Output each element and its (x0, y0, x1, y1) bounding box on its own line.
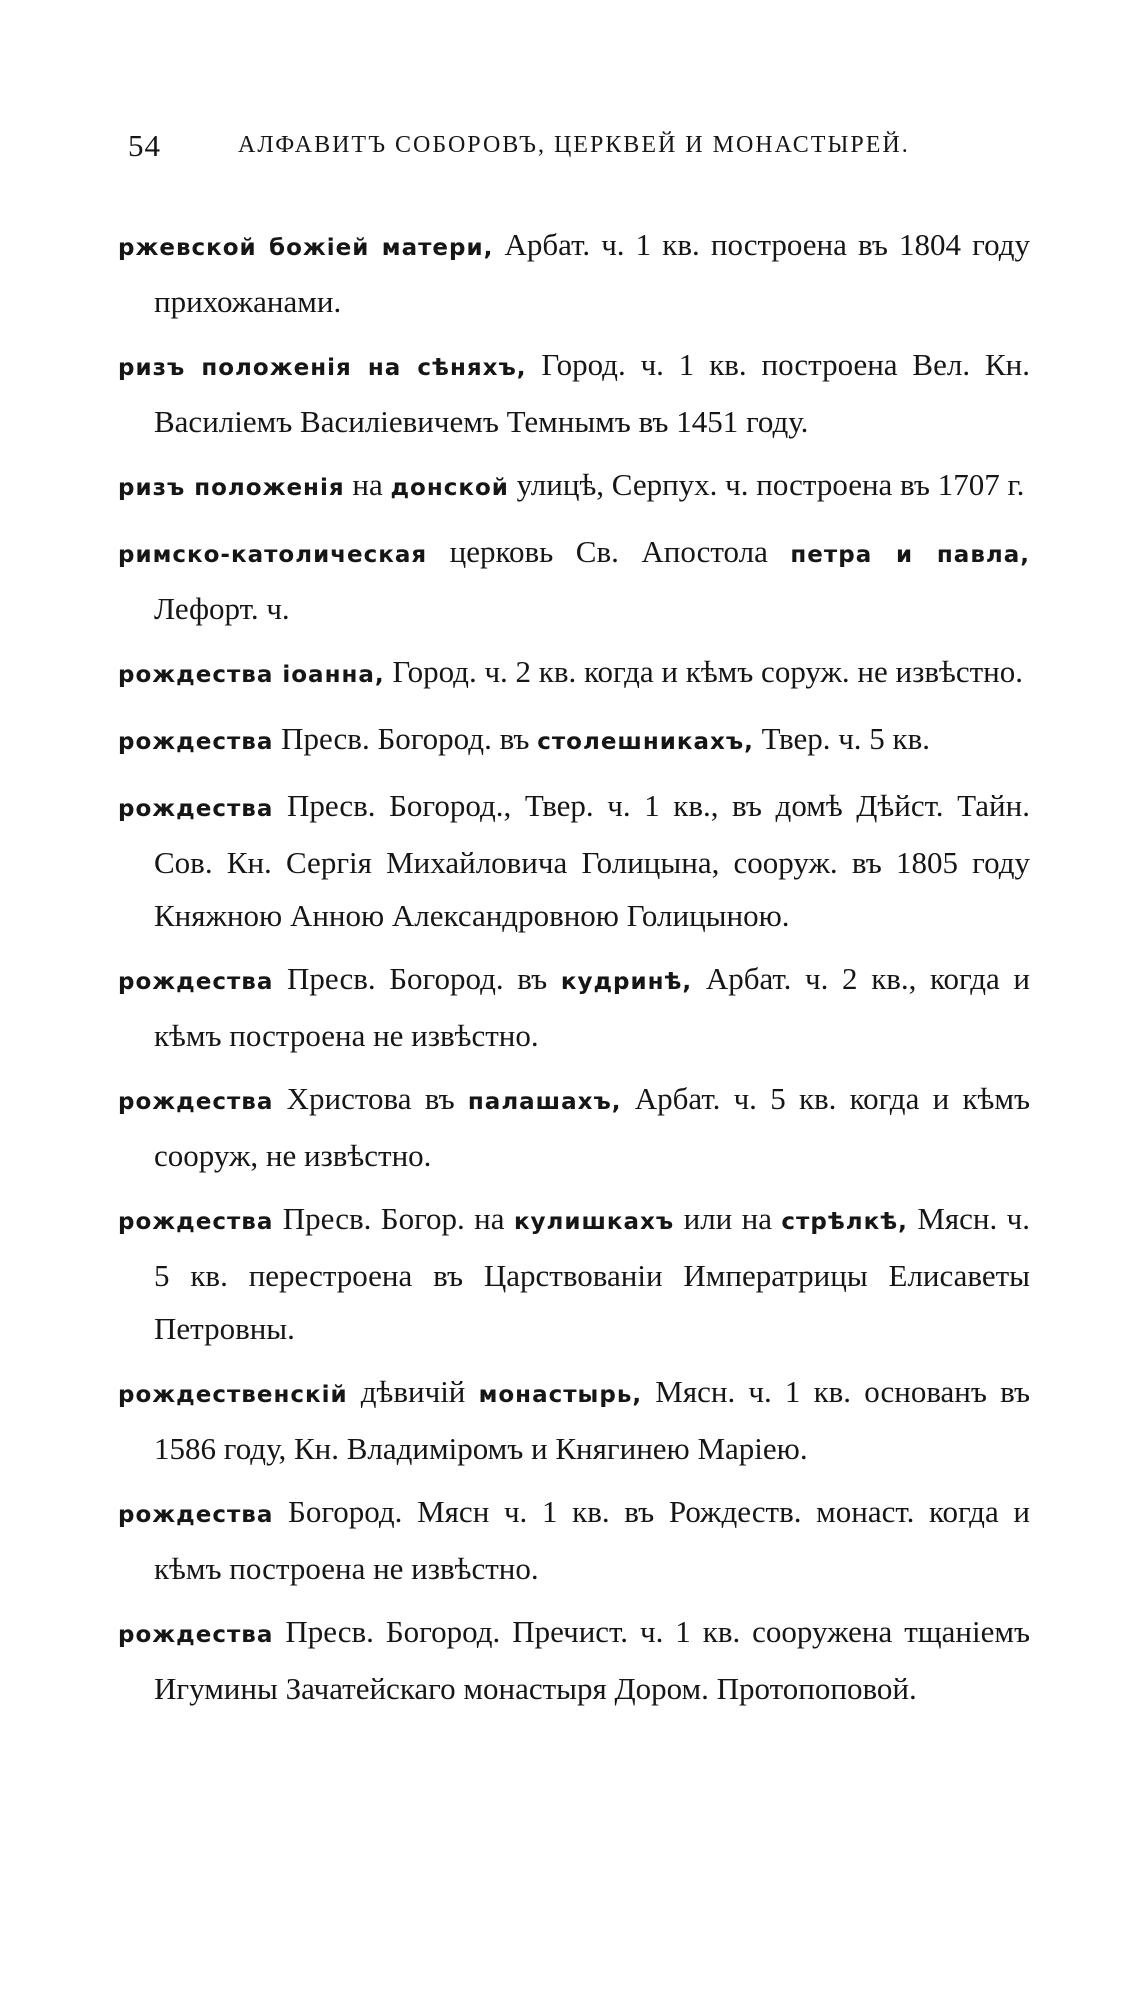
entry-text: Арбат. ч. 1 кв. построена въ 1804 году прихожанами. (154, 227, 1030, 319)
page-number: 54 (128, 128, 161, 163)
entry-text: Пресв. Богород. Пречист. ч. 1 кв. сооружена тщаніемъ Игумины Зачатейскаго монастыря Дором. Протопоповой. (154, 1614, 1030, 1706)
entry-lemma: стрѣлкѣ, (781, 1209, 908, 1235)
page-header (128, 128, 1028, 168)
entry-text: Город. ч. 2 кв. когда и кѣмъ соруж. не извѣстно. (384, 654, 1023, 689)
entry-lemma: рождества (118, 1209, 274, 1235)
entry-lemma: донской (390, 475, 509, 501)
entry (118, 525, 1030, 635)
entry-text: улицѣ, Серпух. ч. построена въ 1707 г. (508, 467, 1025, 502)
entry-text: Пресв. Богор. на (273, 1201, 514, 1236)
entry-lemma: столешникахъ, (537, 729, 754, 755)
entry-text: Мясн. ч. 5 кв. перестроена въ Царствованіи Императрицы Елисаветы Петровны. (154, 1201, 1030, 1346)
entry-text: Пресв. Богород., Твер. ч. 1 кв., въ домѣ Дѣйст. Тайн. Сов. Кн. Сергія Михайловича Голицына, сооруж. въ 1805 году Княжною Анною Александровною Голицыною. (154, 788, 1030, 933)
entry (118, 779, 1030, 942)
entry-text: Город. ч. 1 кв. построена Вел. Кн. Василіемъ Василіевичемъ Темнымъ въ 1451 году. (154, 347, 1030, 439)
entry-text: Арбат. ч. 5 кв. когда и кѣмъ сооруж, не извѣстно. (154, 1081, 1030, 1173)
running-title: АЛФАВИТЪ СОБОРОВЪ, ЦЕРКВЕЙ И МОНАСТЫРЕЙ. (238, 132, 910, 158)
entry-lemma: рождества іоанна, (118, 662, 385, 688)
entry (118, 1605, 1030, 1715)
entry-lemma: ризъ положенія на сѣняхъ, (118, 355, 527, 381)
entry-text: Лефорт. ч. (154, 591, 290, 626)
entry-text: Пресв. Богород. въ (273, 961, 561, 996)
entry-text: церковь Св. Апостола (427, 534, 791, 569)
entries-list (118, 218, 1030, 1725)
entry (118, 1072, 1030, 1182)
entry (118, 1365, 1030, 1475)
entry (118, 712, 1030, 769)
entry (118, 645, 1030, 702)
entry-lemma: кудринѣ, (560, 969, 693, 995)
entry-lemma: ризъ положенія (118, 475, 345, 501)
entry-lemma: рождественскій (118, 1382, 348, 1408)
entry-text: на (344, 467, 391, 502)
entry (118, 458, 1030, 515)
entry-text: Мясн. ч. 1 кв. основанъ въ 1586 году, Кн. Владиміромъ и Княгинею Маріею. (154, 1374, 1030, 1466)
entry-lemma: римско-католическая (118, 542, 428, 568)
entry-text: Пресв. Богород. въ (273, 721, 538, 756)
entry-lemma: рождества (118, 1622, 274, 1648)
entry-text: Арбат. ч. 2 кв., когда и кѣмъ построена не извѣстно. (154, 961, 1030, 1053)
entry-lemma: петра и павла, (790, 542, 1030, 568)
entry-lemma: рождества (118, 729, 274, 755)
entry-lemma: кулишкахъ (513, 1209, 675, 1235)
entry-text: Христова въ (273, 1081, 468, 1116)
entry-lemma: монастырь, (478, 1382, 643, 1408)
entry (118, 338, 1030, 448)
entry-text: или на (674, 1201, 782, 1236)
entry (118, 952, 1030, 1062)
entry-text: Богород. Мясн ч. 1 кв. въ Рождеств. монаст. когда и кѣмъ построена не извѣстно. (154, 1494, 1030, 1586)
entry-text: Твер. ч. 5 кв. (753, 721, 931, 756)
entry-lemma: рождества (118, 1502, 274, 1528)
entry-text: дѣвичій (347, 1374, 479, 1409)
entry-lemma: ржевской божіей матери, (118, 235, 494, 261)
entry (118, 1192, 1030, 1355)
entry-lemma: рождества (118, 969, 274, 995)
entry (118, 218, 1030, 328)
entry (118, 1485, 1030, 1595)
entry-lemma: палашахъ, (467, 1089, 622, 1115)
entry-lemma: рождества (118, 796, 274, 822)
entry-lemma: рождества (118, 1089, 274, 1115)
